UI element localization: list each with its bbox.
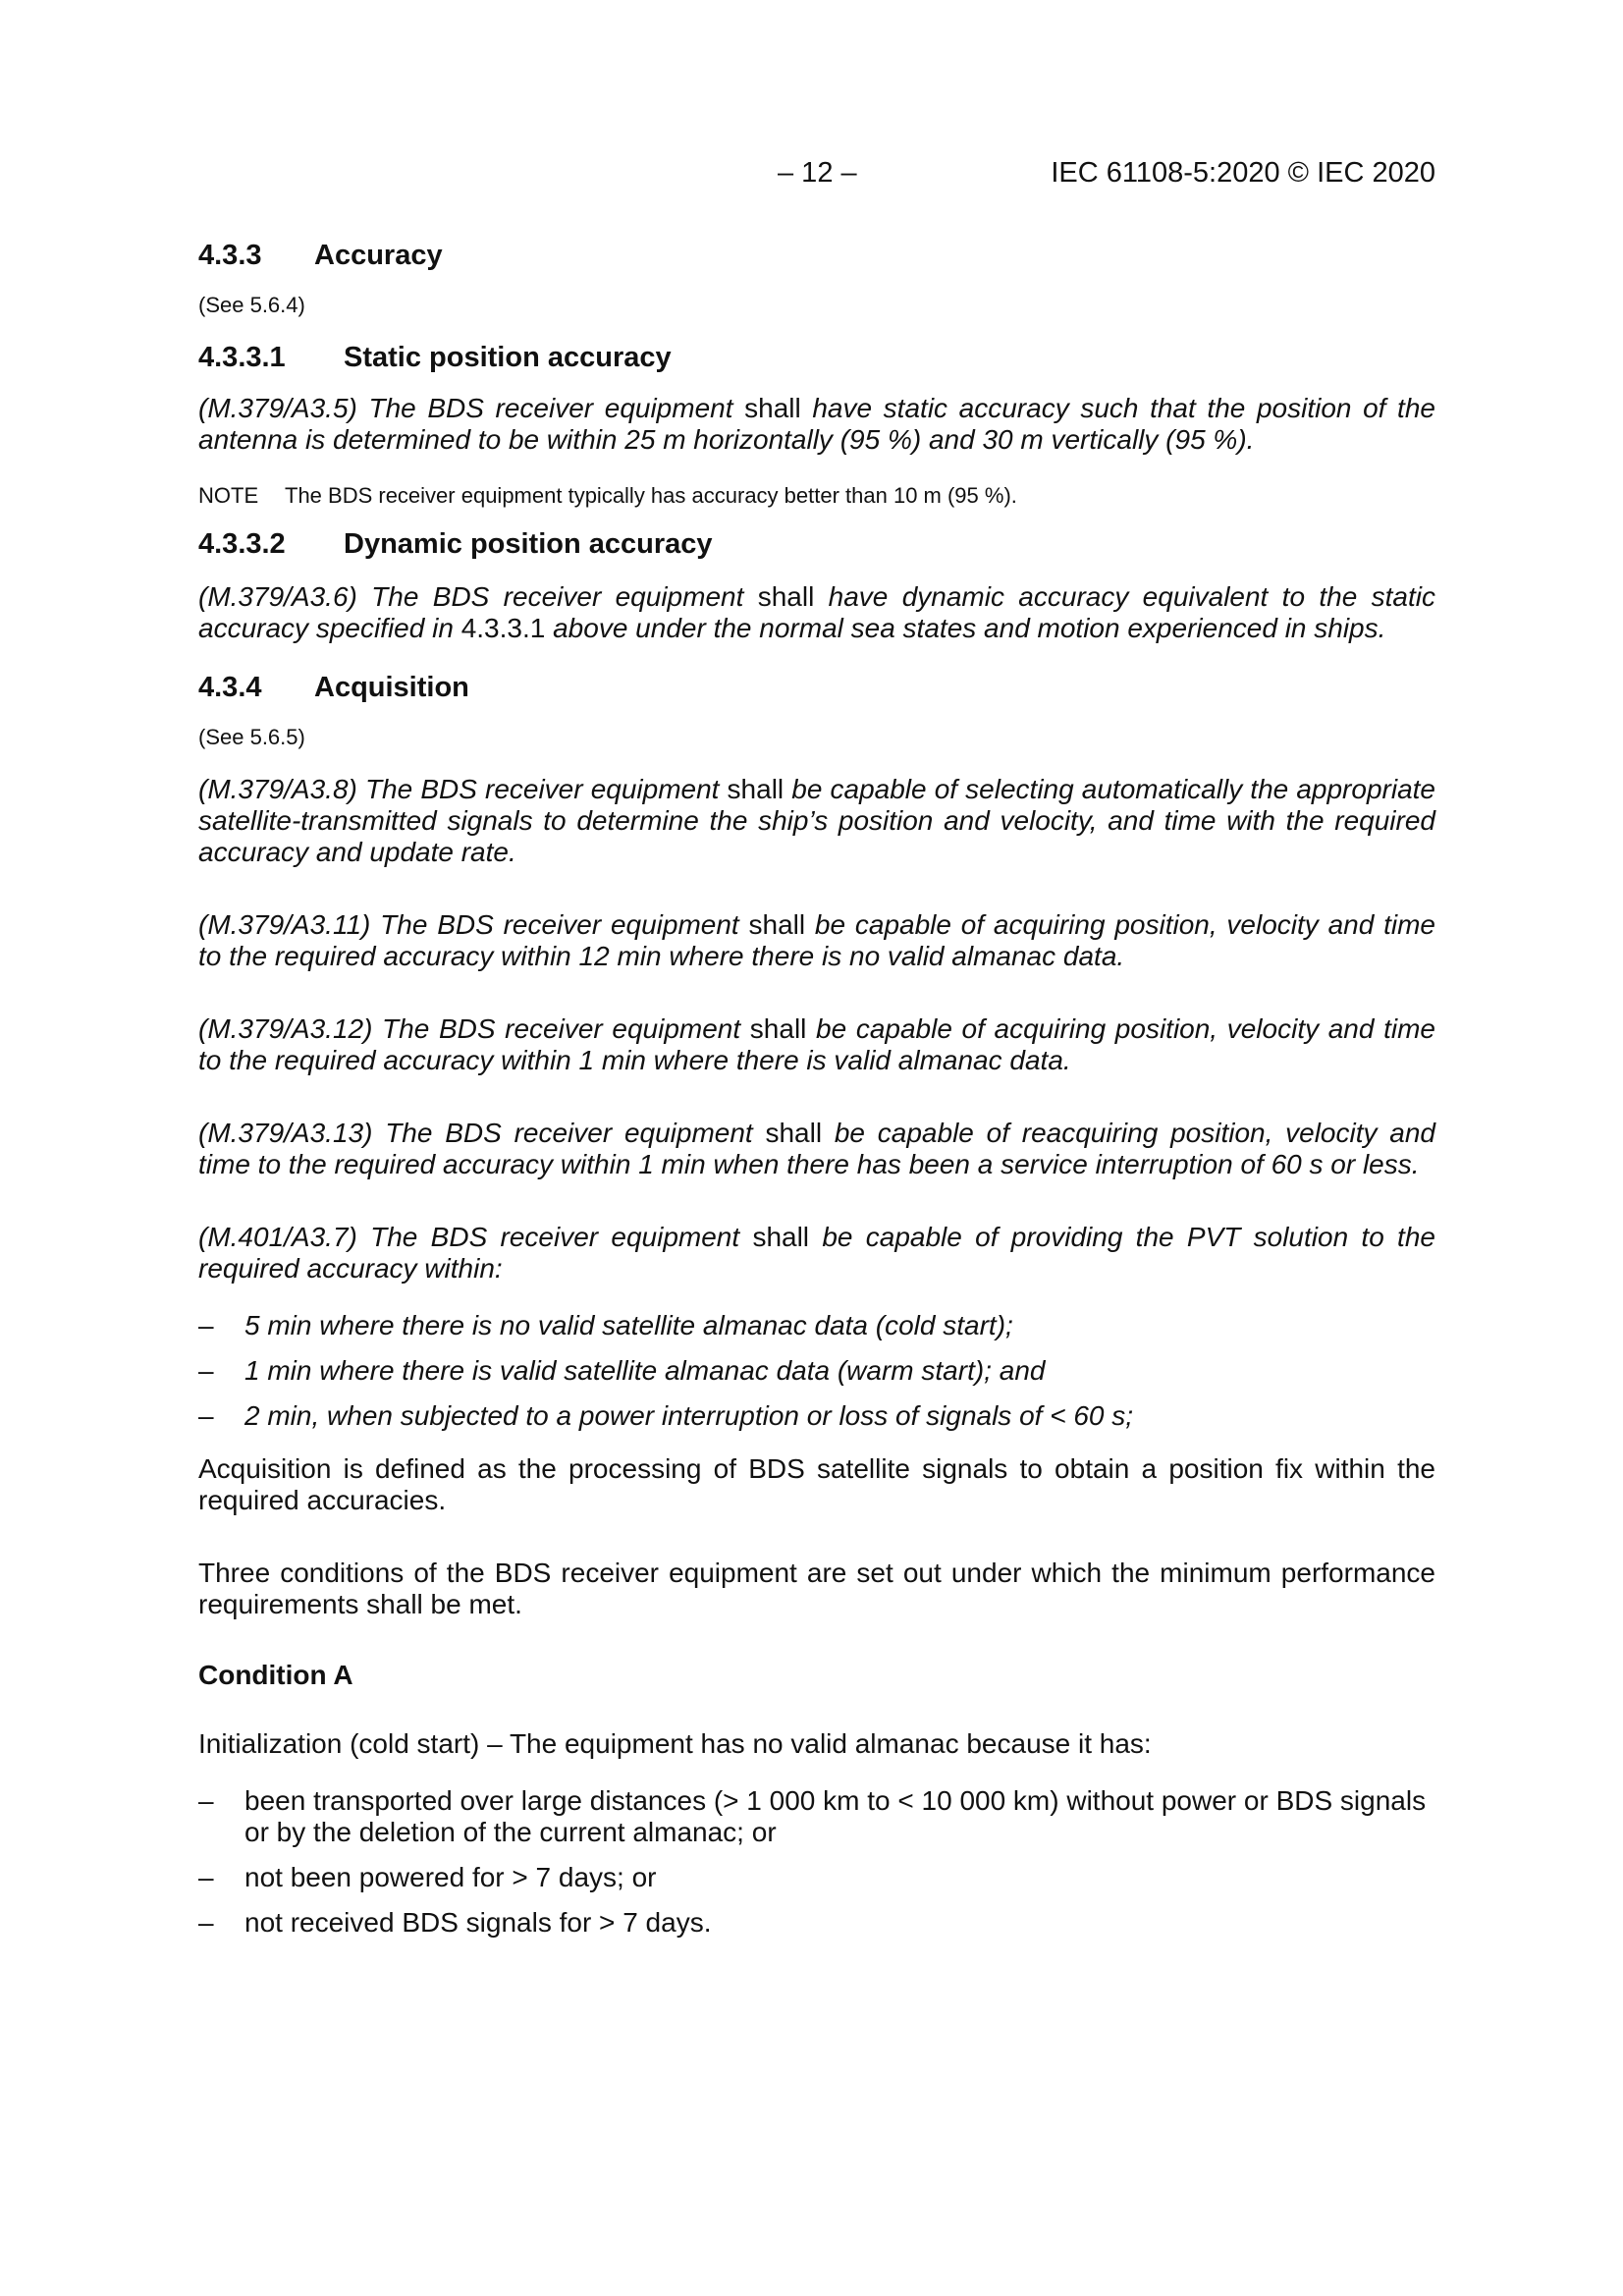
paragraph-acquisition-a37 [198, 1222, 1435, 1285]
note-label: NOTE [198, 483, 259, 508]
clause-reference: 4.3.3.1 [460, 613, 546, 643]
dash-marker: – [198, 1400, 214, 1431]
requirement-text: have dynamic accuracy equivalent to the static accuracy specified in [198, 581, 1435, 643]
note-text: The BDS receiver equipment typically has accuracy better than 10 m (95 %). [285, 483, 1017, 508]
paragraph-acquisition-a311 [198, 909, 1435, 972]
list-item-text: not received BDS signals for > 7 days. [244, 1907, 712, 1938]
dash-marker: – [198, 1785, 214, 1816]
requirement-ref: (M.379/A3.6) The BDS receiver equipment [198, 581, 744, 612]
section-heading-4-3-3-2 [198, 526, 1435, 562]
shall-text: shall [740, 1013, 817, 1044]
condition-a-heading: Condition A [198, 1660, 353, 1690]
paragraph-dynamic-accuracy [198, 581, 1435, 644]
list-item [198, 1400, 1435, 1432]
list-item [198, 1907, 1435, 1939]
list-item [198, 1862, 1435, 1893]
requirement-text: be capable of acquiring position, velocity and time to the required accuracy within 12 min where there is no valid almanac data. [198, 909, 1436, 971]
paragraph-static-accuracy [198, 393, 1435, 456]
requirement-ref: (M.401/A3.7) The BDS receiver equipment [198, 1222, 740, 1252]
list-item [198, 1785, 1435, 1848]
paragraph-acquisition-a313 [198, 1118, 1435, 1180]
section-heading-4-3-3-1 [198, 340, 1435, 375]
section-title: Dynamic position accuracy [344, 528, 713, 560]
requirement-ref: (M.379/A3.12) The BDS receiver equipment [198, 1013, 741, 1044]
shall-text: shall [738, 909, 815, 940]
requirement-ref: (M.379/A3.11) The BDS receiver equipment [198, 909, 739, 940]
paragraph-acquisition-a38 [198, 774, 1435, 868]
list-item-text: 1 min where there is valid satellite almanac data (warm start); and [244, 1355, 1046, 1386]
paragraph-three-conditions: Three conditions of the BDS receiver equipment are set out under which the minimum performance requirements shall be met. [198, 1558, 1435, 1619]
shall-text: shall [719, 774, 792, 804]
section-number: 4.3.3 [198, 240, 262, 271]
section-title: Accuracy [314, 240, 443, 271]
shall-text: shall [732, 393, 813, 423]
see-reference: (See 5.6.5) [198, 725, 305, 749]
page-header [198, 157, 1435, 196]
requirement-text: be capable of selecting automatically the appropriate satellite-transmitted signals to determine the ship’s position and velocity, and time with the required accuracy and update rate. [198, 774, 1435, 867]
requirement-text: be capable of reacquiring position, velocity and time to the required accuracy within 1 min when there has been a service interruption of 60 s or less. [198, 1118, 1436, 1179]
section-number: 4.3.3.2 [198, 528, 286, 560]
section-title: Acquisition [314, 672, 469, 703]
requirement-ref: (M.379/A3.5) The BDS receiver equipment [198, 393, 733, 423]
requirement-text: above under the normal sea states and motion experienced in ships. [545, 613, 1386, 643]
dash-marker: – [198, 1355, 214, 1386]
section-number: 4.3.3.1 [198, 342, 286, 373]
section-title: Static position accuracy [344, 342, 672, 373]
requirement-text: be capable of providing the PVT solution to the required accuracy within: [198, 1222, 1435, 1284]
requirement-text: have static accuracy such that the position of the antenna is determined to be within 25 m horizontally (95 %) and 30 m vertically (95 %). [198, 393, 1435, 455]
page-number: – 12 – [778, 157, 857, 189]
list-item-text: 5 min where there is no valid satellite almanac data (cold start); [244, 1310, 1013, 1340]
section-heading-4-3-4 [198, 670, 1435, 705]
paragraph-acquisition-a312 [198, 1013, 1435, 1076]
shall-text: shall [752, 1118, 835, 1148]
dash-marker: – [198, 1310, 214, 1340]
requirement-ref: (M.379/A3.8) The BDS receiver equipment [198, 774, 720, 804]
requirement-text: be capable of acquiring position, velocity and time to the required accuracy within 1 min where there is valid almanac data. [198, 1013, 1435, 1075]
list-item-text: been transported over large distances (> 1 000 km to < 10 000 km) without power or BDS signals or by the deletion of the current almanac; or [244, 1785, 1427, 1847]
paragraph-acquisition-definition: Acquisition is defined as the processing of BDS satellite signals to obtain a position fix within the required accuracies. [198, 1453, 1435, 1515]
pvt-timing-list [198, 1310, 1435, 1432]
list-item-text: 2 min, when subjected to a power interruption or loss of signals of < 60 s; [244, 1400, 1134, 1431]
shall-text: shall [743, 581, 829, 612]
document-id: IEC 61108-5:2020 © IEC 2020 [1051, 157, 1435, 189]
section-heading-4-3-3 [198, 238, 1435, 273]
condition-a-intro: Initialization (cold start) – The equipment has no valid almanac because it has: [198, 1728, 1152, 1759]
list-item [198, 1355, 1435, 1387]
section-number: 4.3.4 [198, 672, 262, 703]
dash-marker: – [198, 1907, 214, 1938]
list-item-text: not been powered for > 7 days; or [244, 1862, 657, 1892]
condition-a-list [198, 1785, 1435, 1939]
see-reference: (See 5.6.4) [198, 293, 305, 317]
note [198, 481, 1435, 511]
shall-text: shall [739, 1222, 823, 1252]
dash-marker: – [198, 1862, 214, 1892]
page-content [198, 238, 1435, 1939]
requirement-ref: (M.379/A3.13) The BDS receiver equipment [198, 1118, 753, 1148]
list-item [198, 1310, 1435, 1341]
